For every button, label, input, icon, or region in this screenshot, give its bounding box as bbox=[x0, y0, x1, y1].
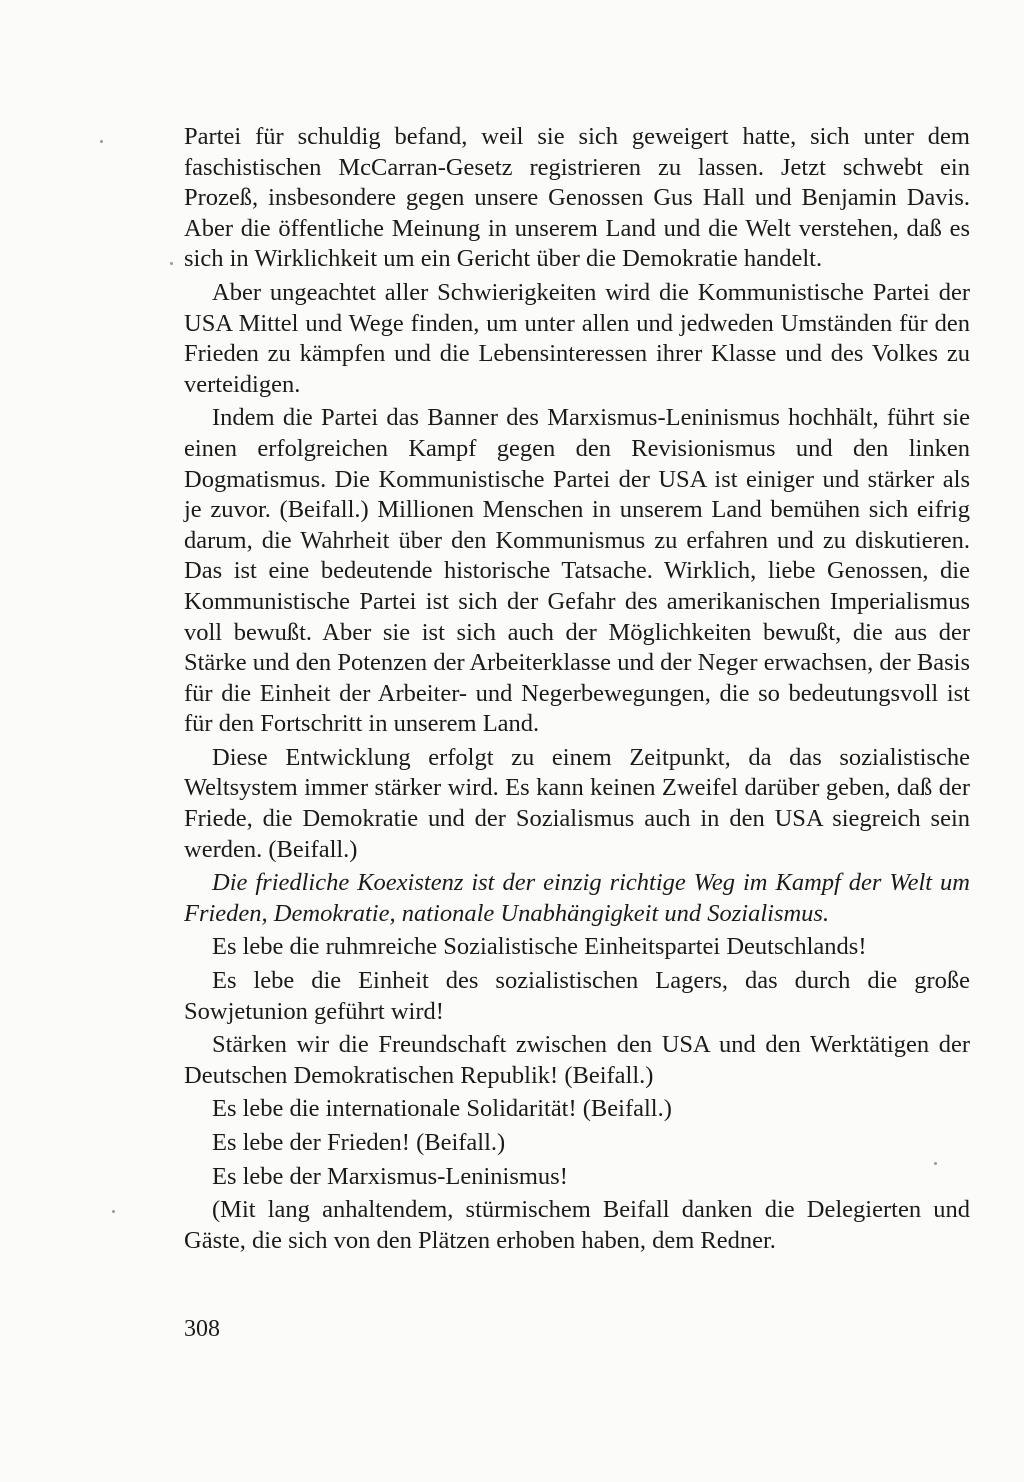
paragraph-italic: Die friedliche Koexistenz ist der einzig richtige Weg im Kampf der Welt um Frieden, Demokratie, nationale Unabhängigkeit und Sozialismus. bbox=[184, 869, 970, 927]
paragraph: Es lebe die Einheit des sozialistischen Lagers, das durch die große Sowjetunion geführt wird! bbox=[184, 967, 970, 1025]
paragraph-continuation: Partei für schuldig befand, weil sie sich geweigert hatte, sich unter dem faschistischen McCarran-Gesetz registrieren zu lassen. Jetzt schwebt ein Prozeß, insbesondere gegen unsere Genossen Gus Hall und Benjamin Davis. Aber die öffentliche Meinung in unserem Land und die Welt verstehen, daß es sich in Wirklichkeit um ein Gericht über die Demokratie handelt. bbox=[184, 123, 970, 273]
scan-speck bbox=[112, 1210, 115, 1213]
paragraph: Aber ungeachtet aller Schwierigkeiten wird die Kommunistische Partei der USA Mittel und Wege finden, um unter allen und jedweden Umständen für den Frieden zu kämpfen und die Lebensinteressen ihrer Klasse und des Volkes zu verteidigen. bbox=[184, 278, 970, 398]
paragraph: Diese Entwicklung erfolgt zu einem Zeitpunkt, da das sozialistische Weltsystem immer stärker wird. Es kann keinen Zweifel darüber geben, daß der Friede, die Demokratie und der Sozialismus auch in den USA siegreich sein werden. (Beifall.) bbox=[184, 743, 970, 863]
paragraph: (Mit lang anhaltendem, stürmischem Beifall danken die Delegierten und Gäste, die sich von den Plätzen erhoben haben, dem Redner. bbox=[184, 1196, 970, 1254]
paragraph: Es lebe der Frieden! (Beifall.) bbox=[212, 1129, 506, 1156]
scan-speck bbox=[100, 140, 103, 143]
body-text bbox=[184, 122, 970, 1256]
paragraph: Es lebe die ruhmreiche Sozialistische Einheitspartei Deutschlands! bbox=[212, 933, 867, 961]
scan-speck bbox=[170, 262, 173, 265]
paragraph: Es lebe die internationale Solidarität! (Beifall.) bbox=[212, 1095, 672, 1123]
page-number: 308 bbox=[184, 1316, 220, 1342]
paragraph: Stärken wir die Freundschaft zwischen den USA und den Werktätigen der Deutschen Demokratischen Republik! (Beifall.) bbox=[184, 1031, 970, 1089]
paragraph: Indem die Partei das Banner des Marxismus-Leninismus hochhält, führt sie einen erfolgreichen Kampf gegen den Revisionismus und den linken Dogmatismus. Die Kommunistische Partei der USA ist einiger und stärker als je zuvor. (Beifall.) Millionen Menschen in unserem Land bemühen sich eifrig darum, die Wahrheit über den Kommunismus zu erfahren und zu diskutieren. Das ist eine bedeutende historische Tatsache. Wirklich, liebe Genossen, die Kommunistische Partei ist sich der Gefahr des amerikanischen Imperialismus voll bewußt. Aber sie ist sich auch der Möglichkeiten bewußt, die aus der Stärke und den Potenzen der Arbeiterklasse und der Neger erwachsen, der Basis für die Einheit der Arbeiter- und Negerbewegungen, die so bedeutungsvoll ist für den Fortschritt in unserem Land. bbox=[184, 404, 970, 738]
paragraph: Es lebe der Marxismus-Leninismus! bbox=[212, 1162, 568, 1190]
